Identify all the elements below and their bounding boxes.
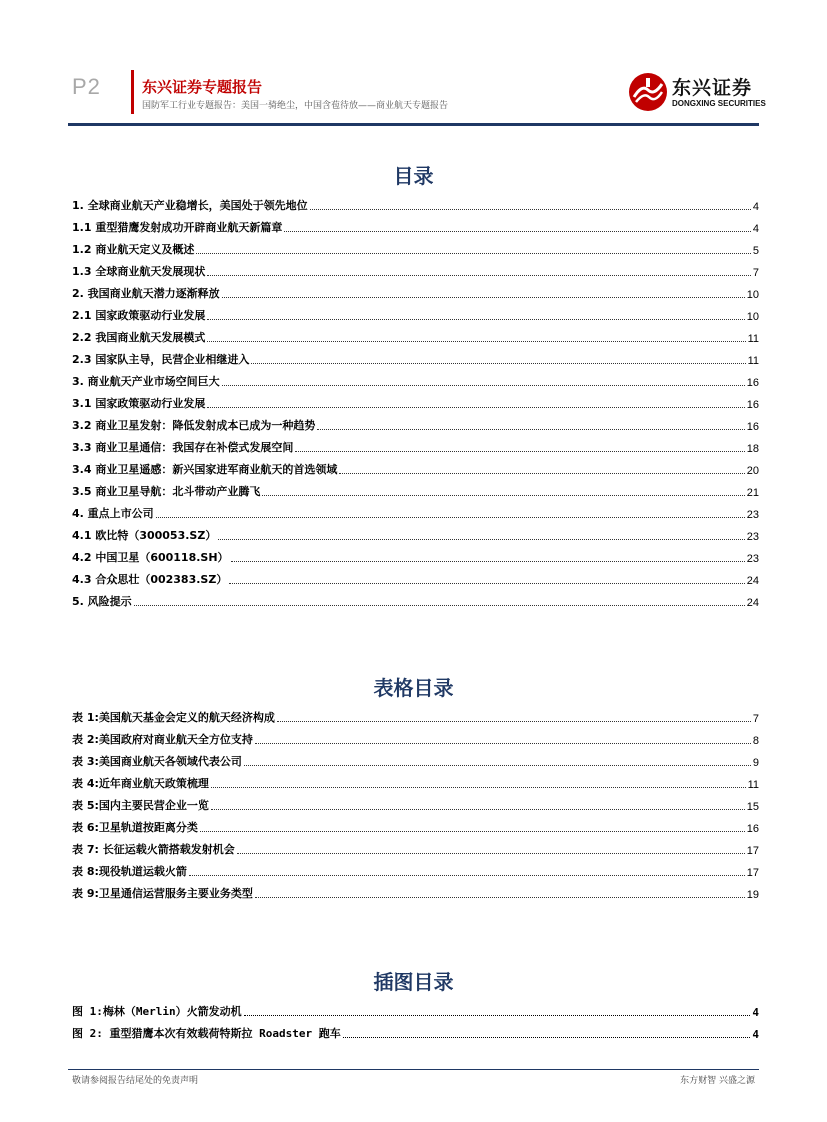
logo-english-text: DONGXING SECURITIES (672, 99, 766, 108)
table-entry-label: 表 3:美国商业航天各领域代表公司 (72, 755, 242, 768)
toc-entry[interactable] (72, 455, 759, 477)
table-list-title: 表格目录 (373, 676, 454, 700)
toc-title: 目录 (393, 164, 434, 188)
toc-entry-label: 1. 全球商业航天产业稳增长，美国处于领先地位 (72, 199, 308, 212)
toc-entry-page: 16 (746, 421, 759, 433)
toc-entry-leader (339, 473, 744, 474)
header-accent-bar (131, 70, 134, 114)
figure-list-title: 插图目录 (373, 970, 454, 994)
toc-entry-leader (317, 429, 744, 430)
toc-entry[interactable] (72, 543, 759, 565)
toc-entry-page: 20 (746, 465, 759, 477)
toc-entry-page: 21 (746, 487, 759, 499)
table-entry-leader (237, 853, 745, 854)
table-entry[interactable] (72, 703, 759, 725)
toc-entry[interactable] (72, 565, 759, 587)
toc-entry-leader (156, 517, 745, 518)
company-logo (628, 72, 766, 114)
page-header (0, 0, 827, 130)
toc-entry-leader (134, 605, 745, 606)
figure-entry-page: 4 (752, 1006, 759, 1019)
toc-entry-page: 16 (746, 399, 759, 411)
toc-entry-leader (251, 363, 745, 364)
toc-entry[interactable] (72, 235, 759, 257)
toc-entry-page: 23 (746, 553, 759, 565)
table-entry[interactable] (72, 791, 759, 813)
table-entry-leader (211, 809, 745, 810)
logo-chinese-text: 东兴证券 (672, 77, 753, 99)
toc-entry-leader (231, 561, 745, 562)
toc-entry-page: 4 (752, 201, 759, 213)
toc-entry-page: 16 (746, 377, 759, 389)
toc-entry[interactable] (72, 191, 759, 213)
table-entry[interactable] (72, 725, 759, 747)
table-entry-page: 9 (752, 757, 759, 769)
table-list (72, 703, 759, 901)
toc-entry-page: 7 (752, 267, 759, 279)
table-entry-label: 表 9:卫星通信运营服务主要业务类型 (72, 887, 253, 900)
toc-entry-page: 11 (747, 355, 759, 367)
brand-title: 东兴证券专题报告 (142, 78, 263, 96)
toc-entry-label: 3.4 商业卫星遥感：新兴国家进军商业航天的首选领域 (72, 463, 338, 476)
toc-entry-label: 3. 商业航天产业市场空间巨大 (72, 375, 220, 388)
toc-entry-leader (310, 209, 751, 210)
header-divider (68, 123, 759, 126)
toc-entry-label: 2.2 我国商业航天发展模式 (72, 331, 206, 344)
table-entry-label: 表 6:卫星轨道按距离分类 (72, 821, 198, 834)
figure-entry[interactable] (72, 1019, 759, 1041)
toc-entry-page: 11 (747, 333, 759, 345)
toc-entry-leader (295, 451, 744, 452)
toc-entry[interactable] (72, 301, 759, 323)
figure-list (72, 997, 759, 1041)
table-entry-leader (244, 765, 751, 766)
table-entry-leader (255, 743, 751, 744)
table-entry-label: 表 7: 长征运载火箭搭载发射机会 (72, 843, 235, 856)
toc-entry-page: 5 (752, 245, 759, 257)
toc-entry-page: 24 (746, 597, 759, 609)
table-entry[interactable] (72, 813, 759, 835)
toc-entry[interactable] (72, 477, 759, 499)
toc-entry-leader (222, 297, 745, 298)
table-entry-label: 表 1:美国航天基金会定义的航天经济构成 (72, 711, 275, 724)
table-entry-leader (200, 831, 745, 832)
table-entry-page: 17 (746, 845, 759, 857)
report-subtitle: 国防军工行业专题报告：美国一骑绝尘，中国含苞待放——商业航天专题报告 (142, 101, 449, 111)
figure-entry-label: 图 2: 重型猎鹰本次有效载荷特斯拉 Roadster 跑车 (72, 1027, 341, 1040)
footer-divider (68, 1069, 759, 1070)
table-entry-page: 19 (746, 889, 759, 901)
table-entry-leader (255, 897, 745, 898)
toc-entry-page: 24 (746, 575, 759, 587)
toc-entry[interactable] (72, 411, 759, 433)
toc-entry-page: 23 (746, 531, 759, 543)
toc-entry[interactable] (72, 257, 759, 279)
toc-entry-label: 4.1 欧比特（300053.SZ） (72, 529, 217, 542)
toc-entry-leader (222, 385, 745, 386)
table-entry-page: 8 (752, 735, 759, 747)
toc-entry-label: 3.2 商业卫星发射：降低发射成本已成为一种趋势 (72, 419, 316, 432)
table-entry-leader (277, 721, 751, 722)
table-entry-leader (211, 787, 746, 788)
toc-entry[interactable] (72, 345, 759, 367)
toc-entry-leader (207, 319, 744, 320)
table-entry-leader (189, 875, 745, 876)
toc-entry-label: 2.3 国家队主导，民营企业相继进入 (72, 353, 250, 366)
toc-entry-page: 23 (746, 509, 759, 521)
figure-entry[interactable] (72, 997, 759, 1019)
page-number: P2 (72, 74, 101, 99)
table-entry[interactable] (72, 879, 759, 901)
toc-entry[interactable] (72, 323, 759, 345)
toc-entry-leader (207, 341, 745, 342)
table-entry-page: 11 (747, 779, 759, 791)
figure-entry-page: 4 (752, 1028, 759, 1041)
toc-entry-label: 3.1 国家政策驱动行业发展 (72, 397, 206, 410)
table-entry-label: 表 5:国内主要民营企业一览 (72, 799, 209, 812)
toc-entry[interactable] (72, 433, 759, 455)
table-entry-page: 17 (746, 867, 759, 879)
toc-entry-label: 5. 风险提示 (72, 595, 132, 608)
toc-entry-label: 4. 重点上市公司 (72, 507, 154, 520)
toc-entry-leader (207, 275, 751, 276)
toc-entry[interactable] (72, 499, 759, 521)
table-entry[interactable] (72, 769, 759, 791)
toc-entry-label: 4.3 合众思壮（002383.SZ） (72, 573, 228, 586)
toc-entry[interactable] (72, 367, 759, 389)
toc-entry[interactable] (72, 389, 759, 411)
toc-entry-label: 1.2 商业航天定义及概述 (72, 243, 195, 256)
toc-entry-leader (207, 407, 744, 408)
toc-entry-leader (218, 539, 744, 540)
table-entry[interactable] (72, 835, 759, 857)
toc-entry-page: 10 (746, 311, 759, 323)
toc-entry-page: 4 (752, 223, 759, 235)
logo-mark-icon (628, 72, 668, 112)
toc-list (72, 191, 759, 609)
table-entry-page: 7 (752, 713, 759, 725)
toc-entry-page: 18 (746, 443, 759, 455)
toc-entry[interactable] (72, 213, 759, 235)
table-entry-label: 表 2:美国政府对商业航天全方位支持 (72, 733, 253, 746)
figure-entry-label: 图 1:梅林（Merlin）火箭发动机 (72, 1005, 242, 1018)
table-entry-label: 表 4:近年商业航天政策梳理 (72, 777, 209, 790)
toc-entry-label: 1.1 重型猎鹰发射成功开辟商业航天新篇章 (72, 221, 283, 234)
figure-entry-leader (244, 1015, 751, 1016)
table-entry-page: 16 (746, 823, 759, 835)
toc-entry-label: 4.2 中国卫星（600118.SH） (72, 551, 229, 564)
toc-entry-label: 3.3 商业卫星通信：我国存在补偿式发展空间 (72, 441, 294, 454)
table-entry-label: 表 8:现役轨道运载火箭 (72, 865, 187, 878)
toc-entry-leader (262, 495, 744, 496)
toc-entry-page: 10 (746, 289, 759, 301)
footer-disclaimer: 敬请参阅报告结尾处的免责声明 (72, 1076, 199, 1086)
toc-entry-label: 2.1 国家政策驱动行业发展 (72, 309, 206, 322)
table-entry[interactable] (72, 747, 759, 769)
figure-entry-leader (343, 1037, 751, 1038)
toc-entry[interactable] (72, 587, 759, 609)
toc-entry-label: 2. 我国商业航天潜力逐渐释放 (72, 287, 220, 300)
toc-entry-leader (196, 253, 751, 254)
toc-entry-label: 1.3 全球商业航天发展现状 (72, 265, 206, 278)
toc-entry[interactable] (72, 279, 759, 301)
toc-entry-leader (229, 583, 744, 584)
table-entry[interactable] (72, 857, 759, 879)
footer-slogan: 东方财智 兴盛之源 (680, 1076, 755, 1086)
toc-entry[interactable] (72, 521, 759, 543)
toc-entry-leader (284, 231, 751, 232)
table-entry-page: 15 (746, 801, 759, 813)
toc-entry-label: 3.5 商业卫星导航：北斗带动产业腾飞 (72, 485, 261, 498)
